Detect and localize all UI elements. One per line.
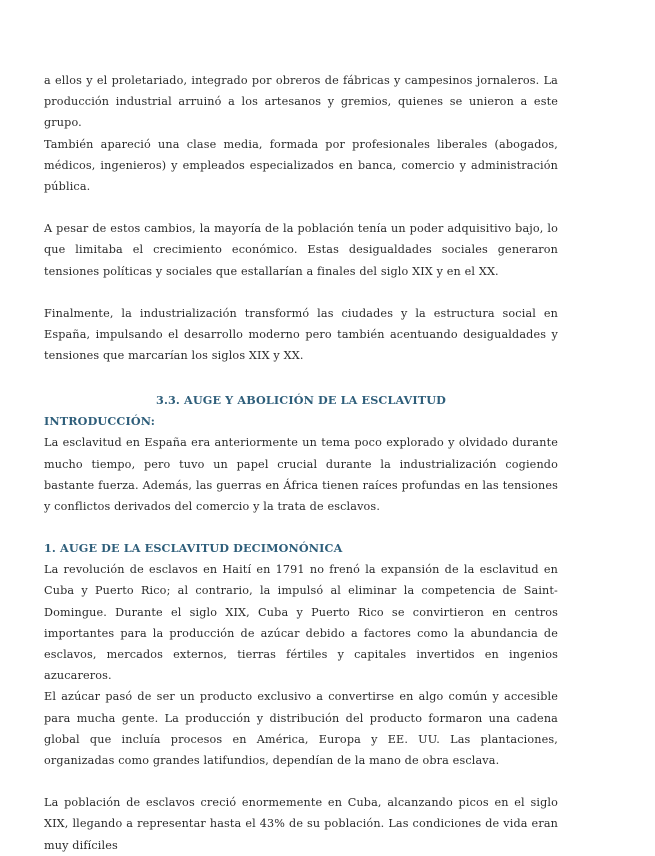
paragraph-intro: La esclavitud en España era anteriormente un tema poco explorado y olvidado durante mucho tiempo, pero tuvo un papel crucial durante la industrialización cogiendo bastante fuerza. Además, las guerras en África tienen raíces profundas en las tensiones y conflictos derivados del comercio y la trata de esclavos. xyxy=(44,436,558,514)
paragraph-haiti: La revolución de esclavos en Haití en 1791 no frenó la expansión de la esclavitud en Cuba y Puerto Rico; al contrario, la impulsó al eliminar la competencia de Saint-Domingue. Durante el siglo XIX, Cuba y Puerto Rico se convirtieron en centros importantes para la producción de azúcar debido a factores como la abundancia de esclavos, mercados externos, tierras fértiles y capitales invertidos en ingenios azucareros. xyxy=(44,563,558,683)
paragraph-proletariado: a ellos y el proletariado, integrado por obreros de fábricas y campesinos jornaleros. La producción industrial arruinó a los artesanos y gremios, quienes se unieron a este grupo. xyxy=(44,74,558,130)
paragraph-poder-adquisitivo: A pesar de estos cambios, la mayoría de la población tenía un poder adquisitivo bajo, lo que limitaba el crecimiento económico. Estas desigualdades sociales generaron tensiones políticas y sociales que estallarían a finales del siglo XIX y en el XX. xyxy=(44,222,558,278)
paragraph-gap xyxy=(44,282,558,303)
paragraph-gap xyxy=(44,366,558,387)
paragraph-poblacion-esclavos: La población de esclavos creció enormemente en Cuba, alcanzando picos en el siglo XIX, llegando a representar hasta el 43% de su población. Las condiciones de vida eran muy difíciles xyxy=(44,796,558,852)
paragraph-gap xyxy=(44,197,558,218)
paragraph-azucar: El azúcar pasó de ser un producto exclusivo a convertirse en algo común y accesible para mucha gente. La producción y distribución del producto formaron una cadena global que incluía procesos en América, Europa y EE. UU. Las plantaciones, organizadas como grandes latifundios, dependían de la mano de obra esclava. xyxy=(44,690,558,768)
paragraph-gap xyxy=(44,771,558,792)
intro-heading: INTRODUCCIÓN: xyxy=(44,414,155,429)
paragraph-clase-media: También apareció una clase media, formada por profesionales liberales (abogados, médicos, ingenieros) y empleados especializados en banca, comercio y administración pública. xyxy=(44,137,558,194)
section1-heading: 1. AUGE DE LA ESCLAVITUD DECIMONÓNICA xyxy=(44,541,343,556)
document-body xyxy=(44,70,558,856)
paragraph-finalmente: Finalmente, la industrialización transformó las ciudades y la estructura social en España, impulsando el desarrollo moderno pero también acentuando desigualdades y tensiones que marcarían los siglos XIX y XX. xyxy=(44,306,558,363)
paragraph-gap xyxy=(44,517,558,538)
section-title: 3.3. AUGE Y ABOLICIÓN DE LA ESCLAVITUD xyxy=(156,393,446,408)
